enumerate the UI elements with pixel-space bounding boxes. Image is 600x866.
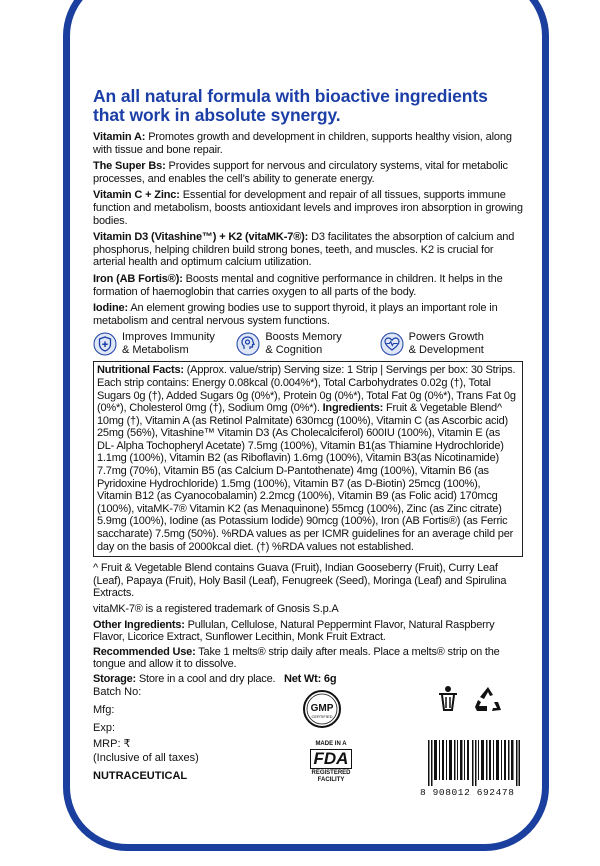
section-title: Vitamin C + Zinc: bbox=[93, 189, 180, 202]
section-vitamin-d3-k2 bbox=[93, 231, 523, 269]
fda-registered-badge bbox=[308, 741, 354, 784]
benefit-immunity bbox=[93, 331, 236, 356]
shield-plus-icon bbox=[93, 332, 117, 356]
other-ingredients-title: Other Ingredients: bbox=[93, 618, 185, 631]
recommended-use-title: Recommended Use: bbox=[93, 645, 196, 658]
trash-bin-icon bbox=[436, 685, 460, 713]
nutrition-title: Nutritional Facts: bbox=[97, 364, 184, 377]
benefit-label: Powers Growth & Development bbox=[408, 331, 484, 356]
recommended-use bbox=[93, 646, 523, 671]
benefits-row bbox=[93, 331, 523, 356]
benefit-label: Improves Immunity & Metabolism bbox=[122, 331, 215, 356]
section-text: Promotes growth and development in children, supports healthy vision, along with tissue and bone repair. bbox=[93, 131, 512, 156]
trademark-note: vitaMK-7® is a registered trademark of Gnosis S.p.A bbox=[93, 603, 339, 615]
section-iodine bbox=[93, 302, 523, 327]
gmp-text: GMP bbox=[310, 703, 334, 714]
section-text: D3 facilitates the absorption of calcium and phosphorus, helping children build strong bones, teeth, and muscles. K2 is crucial for arterial health and optimum calcium utilization. bbox=[93, 231, 515, 269]
section-iron bbox=[93, 273, 523, 298]
disposal-icons bbox=[436, 684, 504, 714]
ingredients-title: Ingredients: bbox=[322, 402, 384, 415]
barcode-bars bbox=[428, 740, 520, 786]
fda-bottom-text-1: REGISTERED bbox=[311, 770, 351, 776]
section-title: The Super Bs: bbox=[93, 160, 166, 173]
section-super-bs bbox=[93, 160, 523, 185]
category-label: NUTRACEUTICAL bbox=[93, 770, 188, 782]
storage-title: Storage: bbox=[93, 672, 137, 685]
gmp-certified-badge bbox=[302, 689, 342, 729]
section-title: Iodine: bbox=[93, 302, 129, 315]
mrp-taxes: (Inclusive of all taxes) bbox=[93, 752, 199, 764]
barcode bbox=[420, 740, 520, 798]
section-text: An element growing bodies use to support thyroid, it plays an important role in metabolism and central nervous system functions. bbox=[93, 302, 498, 327]
recommended-use-text: Take 1 melts® strip daily after meals. Place a melts® strip on the tongue and allow it to dissolve. bbox=[93, 645, 500, 671]
benefit-label: Boosts Memory & Cognition bbox=[265, 331, 342, 356]
section-vitamin-a bbox=[93, 131, 523, 156]
other-ingredients bbox=[93, 619, 523, 644]
batch-info bbox=[93, 683, 293, 785]
gmp-certified-text: CERTIFIED bbox=[311, 714, 333, 719]
batch-no: Batch No: bbox=[93, 686, 142, 698]
ingredients-list: Fruit & Vegetable Blend^ 10mg (†), Vitamin A (as Retinol Palmitate) 630mcg (100%), Vitamin C (as Ascorbic acid) 25mg (56%), Vitashine™ Vitamin D3 (As Cholecalciferol) 600IU (100%), Vitamin E (as DL- Alpha Tochopheryl Acetate) 7.5mg (100%), Vitamin B1(as Thiamine Hydrochloride) 1.1mg (100%), Vitamin B2 (as Riboflavin) 1.6mg (100%), Vitamin B3(as Nicotinamide) 7.7mg (70%), Vitamin B5 (as Calcium D-Pantothenate) 4mg (100%), Vitamin B6 (as Pyridoxine Hydrochloride) 1.5mg (100%), Vitamin B7 (as D-Biotin) 25mcg (100%), Vitamin B12 (as Cyanocobalamin) 2.2mcg (100%), Vitamin B9 (as Folic acid) 170mcg (100%), vitaMK-7® Vitamin K2 (as Menaquinone) 55mcg (100%), Zinc (as Zinc citrate) 5.9mg (100%), Iodine (as Potassium Iodide) 90mcg (100%), Iron (AB Fortis®) (as Ferric saccharate) 7.5mg (50%). %RDA values as per ICMR guidelines for an average child per day on the basis of 2000kcal diet. (†) %RDA values not established. bbox=[97, 402, 514, 553]
other-ingredients-text: Pullulan, Cellulose, Natural Peppermint Flavor, Natural Raspberry Flavor, Licorice Extract, Sunflower Lecithin, Monk Fruit Extract. bbox=[93, 618, 495, 644]
net-weight-value: 6g bbox=[321, 672, 337, 685]
section-title: Vitamin D3 (Vitashine™) + K2 (vitaMK-7®): bbox=[93, 231, 309, 244]
net-weight-title: Net Wt: bbox=[283, 672, 322, 685]
exp-date: Exp: bbox=[93, 722, 116, 734]
nutrition-body: (Approx. value/strip) Serving size: 1 Strip | Servings per box: 30 Strips. Each strip contains: Energy 0.08kcal (0.004%*), Total Carbohydrates 0.02g (†), Total Sugars 0g (†), Added Sugars 0g (0%*), Protein 0g (0%*), Total Fat 0g (0%*), Trans Fat 0g (0%*), Cholesterol 0mg (†), Sodium 0mg (0%*). bbox=[97, 364, 516, 415]
section-text: Provides support for nervous and circulatory systems, vital for metabolic processes, and enables the cell’s ability to generate energy. bbox=[93, 160, 508, 185]
recycle-icon bbox=[472, 684, 504, 714]
benefit-growth bbox=[380, 331, 523, 356]
label-content bbox=[93, 87, 523, 686]
mrp: MRP: ₹ bbox=[93, 738, 131, 750]
fda-top-text: MADE IN A bbox=[315, 741, 347, 747]
mfg-date: Mfg: bbox=[93, 704, 115, 716]
section-text: Essential for development and repair of all tissues, supports immune function and metabolism, boosts antioxidant levels and improves iron absorption in growing bodies. bbox=[93, 189, 523, 227]
section-title: Vitamin A: bbox=[93, 131, 146, 143]
section-vitamin-c-zinc bbox=[93, 189, 523, 227]
fda-bottom-text-2: FACILITY bbox=[317, 777, 345, 783]
barcode-number: 8 908012 692478 bbox=[420, 787, 515, 798]
storage-text: Store in a cool and dry place. bbox=[136, 672, 276, 685]
section-text: Boosts mental and cognitive performance in children. It helps in the formation of haemoglobin that carries oxygen to all parts of the body. bbox=[93, 272, 503, 298]
headline: An all natural formula with bioactive ingredients that work in absolute synergy. bbox=[93, 86, 488, 125]
section-title: Iron (AB Fortis®): bbox=[93, 272, 183, 285]
nutrition-facts-box bbox=[93, 361, 523, 557]
blend-note: ^ Fruit & Vegetable Blend contains Guava (Fruit), Indian Gooseberry (Fruit), Curry Leaf (Leaf), Papaya (Fruit), Holy Basil (Leaf), Fenugreek (Seed), Moringa (Leaf) and Spirulina Extracts. bbox=[93, 562, 507, 600]
brain-gear-icon bbox=[236, 332, 260, 356]
heart-pulse-icon bbox=[380, 332, 404, 356]
benefit-memory bbox=[236, 331, 379, 356]
fda-mark: FDA bbox=[310, 749, 352, 769]
